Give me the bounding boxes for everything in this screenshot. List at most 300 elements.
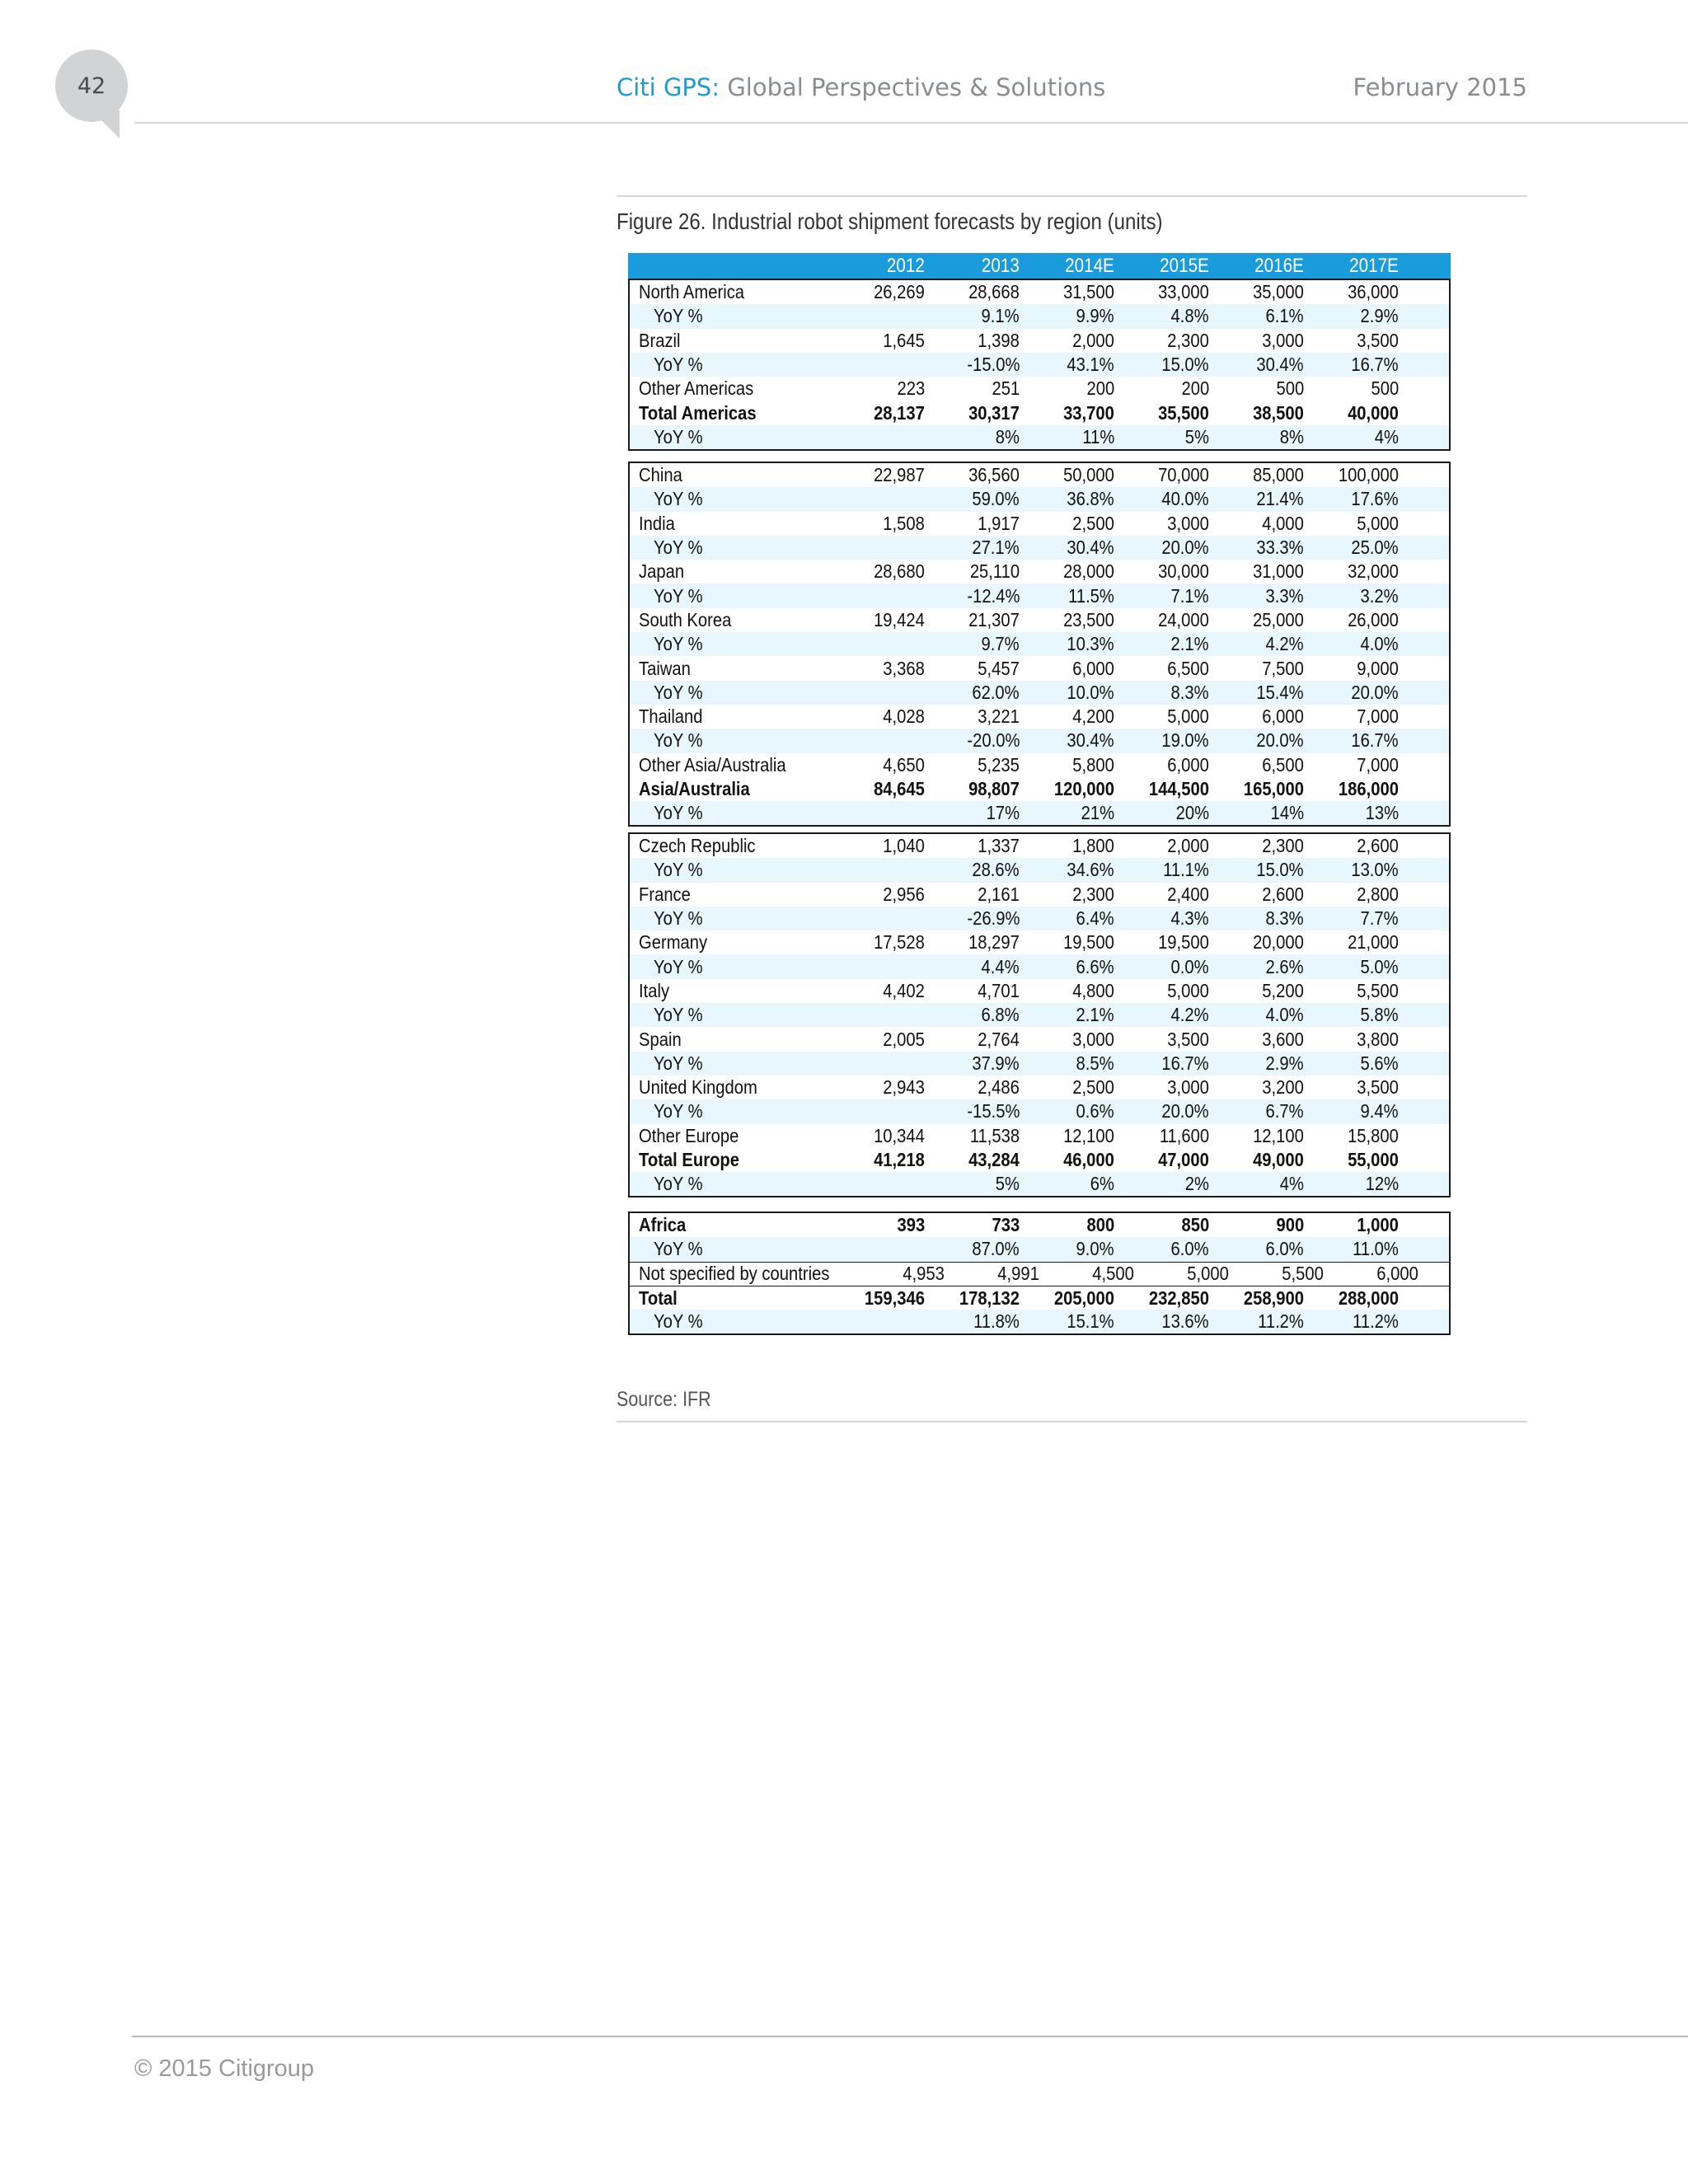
- value-cell: [935, 330, 1030, 352]
- value-text: 46,000: [1063, 1149, 1114, 1170]
- table-row-yoy: [630, 304, 1449, 328]
- value-text: 16.7%: [1351, 729, 1399, 752]
- row-label: [630, 609, 841, 631]
- value-text: 15.0%: [1161, 354, 1209, 376]
- row-label: [630, 377, 841, 400]
- value-text: 30,000: [1158, 560, 1209, 583]
- value-cell: [1220, 1310, 1315, 1333]
- row-label-text: France: [639, 883, 691, 905]
- value-cell: [1315, 956, 1409, 978]
- value-text: 87.0%: [972, 1238, 1020, 1260]
- value-cell: [935, 802, 1030, 824]
- value-cell: [841, 1287, 935, 1310]
- value-text: 6.7%: [1265, 1100, 1304, 1122]
- value-cell: [841, 1100, 935, 1122]
- value-text: 17%: [986, 802, 1020, 824]
- value-cell: [1220, 658, 1315, 680]
- value-text: 4.0%: [1265, 1004, 1304, 1026]
- table-row: [630, 1124, 1449, 1148]
- value-cell: [1125, 402, 1220, 424]
- column-header: 2017E: [1349, 254, 1399, 277]
- value-cell: [1220, 585, 1315, 607]
- value-cell: [1030, 402, 1125, 424]
- row-label-text: YoY %: [654, 802, 703, 824]
- table-row: [630, 883, 1449, 907]
- table-row-yoy: [630, 1052, 1449, 1076]
- value-cell: [841, 705, 935, 728]
- row-label-text: India: [639, 512, 675, 534]
- value-cell: [1315, 330, 1409, 352]
- value-text: 3,368: [883, 657, 925, 679]
- value-text: 4.3%: [1170, 907, 1209, 930]
- row-label-text: Other Asia/Australia: [639, 753, 786, 776]
- value-text: 12%: [1365, 1173, 1399, 1195]
- value-cell: [841, 585, 935, 607]
- value-text: 205,000: [1053, 1286, 1114, 1309]
- value-cell: [1220, 464, 1315, 486]
- table-row: [630, 1148, 1449, 1172]
- value-text: 19.0%: [1161, 729, 1209, 752]
- value-cell: [935, 560, 1030, 583]
- value-cell: [1030, 1052, 1125, 1075]
- value-text: 49,000: [1253, 1149, 1304, 1170]
- value-cell: [1125, 1100, 1220, 1122]
- value-cell: [1125, 682, 1220, 704]
- column-header: 2012: [886, 254, 925, 277]
- value-cell: [935, 633, 1030, 655]
- value-cell: [1125, 488, 1220, 510]
- value-text: 5.8%: [1360, 1004, 1399, 1026]
- value-text: 11.2%: [1258, 1310, 1304, 1333]
- value-cell: [1315, 354, 1409, 376]
- value-cell: [1125, 907, 1220, 930]
- row-label: [630, 1149, 841, 1171]
- value-text: 6,000: [1167, 753, 1209, 776]
- value-cell: [1315, 883, 1409, 906]
- value-cell: [935, 1100, 1030, 1122]
- value-text: 19,424: [874, 608, 925, 630]
- value-cell: [1315, 537, 1409, 559]
- value-text: 33,000: [1158, 281, 1209, 303]
- value-cell: [1125, 513, 1220, 535]
- value-text: 43,284: [968, 1149, 1020, 1170]
- value-cell: [1125, 658, 1220, 680]
- row-label-text: Japan: [639, 560, 685, 583]
- value-cell: [1030, 537, 1125, 559]
- value-cell: [1315, 835, 1409, 857]
- row-label-text: Spain: [639, 1028, 682, 1050]
- value-text: 12,100: [1253, 1124, 1304, 1146]
- row-label-text: YoY %: [654, 305, 703, 327]
- value-text: 10.0%: [1067, 681, 1114, 703]
- row-label: [630, 859, 841, 881]
- value-cell: [1030, 907, 1125, 930]
- value-cell: [1315, 778, 1409, 800]
- value-cell: [1315, 754, 1409, 776]
- column-header: 2015E: [1160, 254, 1209, 277]
- value-text: 2,500: [1072, 512, 1114, 534]
- value-cell: [1240, 1263, 1334, 1285]
- table-row: [630, 280, 1449, 304]
- value-text: 6.1%: [1265, 305, 1304, 327]
- value-cell: [1030, 956, 1125, 978]
- value-text: 22,987: [874, 464, 925, 486]
- value-cell: [1220, 513, 1315, 535]
- value-cell: [935, 354, 1030, 376]
- row-label: [630, 1173, 841, 1195]
- value-cell: [841, 729, 935, 752]
- value-cell: [1315, 705, 1409, 728]
- value-text: 159,346: [864, 1286, 925, 1309]
- value-text: 85,000: [1253, 464, 1304, 486]
- table-row-yoy: [630, 425, 1449, 449]
- value-cell: [1030, 281, 1125, 303]
- header-date: February 2015: [1353, 73, 1527, 101]
- value-text: 55,000: [1348, 1149, 1399, 1170]
- value-cell: [841, 1214, 935, 1236]
- value-cell: [1315, 609, 1409, 631]
- value-cell: [1220, 754, 1315, 776]
- value-text: 28,137: [874, 401, 925, 424]
- value-cell: [1030, 802, 1125, 824]
- value-text: 2,943: [883, 1076, 925, 1099]
- value-text: 17,528: [874, 931, 925, 954]
- table-header: [628, 253, 1451, 279]
- value-cell: [1220, 537, 1315, 559]
- value-text: 16.7%: [1351, 354, 1399, 376]
- value-cell: [1220, 835, 1315, 857]
- value-cell: [1315, 377, 1409, 400]
- value-cell: [935, 1310, 1030, 1333]
- value-text: 7,500: [1262, 657, 1304, 679]
- value-cell: [1220, 802, 1315, 824]
- table-row: [630, 979, 1449, 1003]
- value-cell: [1030, 1125, 1125, 1147]
- value-cell: [1220, 1173, 1315, 1195]
- value-cell: [1220, 883, 1315, 906]
- value-cell: [1030, 1214, 1125, 1236]
- value-cell: [841, 609, 935, 631]
- value-text: 4%: [1374, 425, 1399, 448]
- value-text: 8.5%: [1076, 1052, 1114, 1074]
- value-cell: [1315, 1125, 1409, 1147]
- value-cell: [935, 682, 1030, 704]
- value-cell: [1125, 956, 1220, 978]
- value-text: 4.0%: [1360, 633, 1399, 655]
- value-cell: [935, 835, 1030, 857]
- value-text: 5,500: [1357, 979, 1399, 1001]
- value-cell: [841, 859, 935, 881]
- value-cell: [1125, 883, 1220, 906]
- value-cell: [1220, 705, 1315, 728]
- value-cell: [1125, 281, 1220, 303]
- value-cell: [1030, 1149, 1125, 1171]
- row-label-text: Asia/Australia: [639, 778, 750, 799]
- value-text: 4.2%: [1265, 633, 1304, 655]
- table-row: [630, 1213, 1449, 1237]
- table-row: [630, 834, 1449, 858]
- row-label: [630, 754, 841, 776]
- value-cell: [1220, 859, 1315, 881]
- value-cell: [1315, 1076, 1409, 1099]
- table-row: [630, 930, 1449, 954]
- value-cell: [1220, 330, 1315, 352]
- table-row: [630, 1286, 1449, 1310]
- row-label: [630, 931, 841, 954]
- table-row: [630, 329, 1449, 353]
- value-text: 7.1%: [1170, 584, 1209, 607]
- value-cell: [1125, 802, 1220, 824]
- value-text: 4,800: [1072, 979, 1114, 1001]
- value-text: 232,850: [1148, 1286, 1209, 1309]
- value-cell: [1315, 1287, 1409, 1310]
- value-cell: [841, 1149, 935, 1171]
- value-text: 47,000: [1158, 1149, 1209, 1170]
- value-cell: [1125, 1173, 1220, 1195]
- row-label: [630, 956, 841, 978]
- value-text: 2,486: [978, 1076, 1020, 1099]
- table-row: [630, 1076, 1449, 1099]
- value-cell: [1125, 754, 1220, 776]
- value-cell: [935, 754, 1030, 776]
- value-text: 4,701: [978, 979, 1020, 1001]
- value-cell: [1315, 513, 1409, 535]
- value-cell: [1315, 281, 1409, 303]
- table-row: [630, 512, 1449, 536]
- value-text: 2,005: [883, 1028, 925, 1050]
- value-text: 20,000: [1253, 931, 1304, 954]
- value-text: 25,000: [1253, 608, 1304, 630]
- value-cell: [1315, 1100, 1409, 1122]
- value-text: 4,402: [883, 979, 925, 1001]
- value-text: 59.0%: [972, 488, 1020, 510]
- table-row-yoy: [630, 681, 1449, 705]
- row-label-text: YoY %: [654, 729, 703, 752]
- value-text: 9.4%: [1360, 1100, 1399, 1122]
- table-row: [630, 656, 1449, 680]
- value-text: 3,000: [1167, 512, 1209, 534]
- value-cell: [841, 560, 935, 583]
- row-label-text: YoY %: [654, 584, 703, 607]
- value-cell: [841, 980, 935, 1002]
- value-text: 32,000: [1348, 560, 1399, 583]
- row-label: [630, 682, 841, 704]
- value-text: 30,317: [968, 401, 1020, 424]
- block-africa-total: [628, 1212, 1451, 1335]
- value-text: 21,307: [968, 608, 1020, 630]
- value-text: -15.5%: [966, 1100, 1020, 1122]
- row-label: [630, 464, 841, 486]
- value-cell: [841, 883, 935, 906]
- value-cell: [935, 1287, 1030, 1310]
- value-text: 26,269: [874, 281, 925, 303]
- row-label: [630, 585, 841, 607]
- value-text: 4,953: [903, 1263, 945, 1285]
- value-cell: [1030, 354, 1125, 376]
- value-cell: [1220, 1004, 1315, 1026]
- row-label-text: YoY %: [654, 425, 703, 448]
- value-text: 30.4%: [1256, 354, 1304, 376]
- value-cell: [1315, 464, 1409, 486]
- footer-divider: [132, 2036, 1688, 2037]
- value-text: 6,500: [1262, 753, 1304, 776]
- value-cell: [1220, 1100, 1315, 1122]
- value-cell: [1125, 464, 1220, 486]
- figure-title: Figure 26. Industrial robot shipment forecasts by region (units): [617, 209, 1163, 234]
- row-label-text: Total Europe: [639, 1149, 740, 1170]
- value-cell: [1030, 609, 1125, 631]
- value-cell: [841, 1004, 935, 1026]
- value-cell: [1220, 354, 1315, 376]
- table-row-yoy: [630, 1237, 1449, 1261]
- value-cell: [1030, 658, 1125, 680]
- value-text: 8.3%: [1170, 681, 1209, 703]
- row-label-text: Germany: [639, 931, 708, 954]
- value-cell: [1030, 464, 1125, 486]
- value-cell: [1315, 633, 1409, 655]
- value-cell: [841, 1029, 935, 1051]
- value-text: -12.4%: [966, 584, 1020, 607]
- value-text: 6.0%: [1170, 1238, 1209, 1260]
- row-label: [630, 778, 841, 800]
- value-text: 5.6%: [1360, 1052, 1399, 1074]
- table-row-yoy: [630, 729, 1449, 752]
- value-cell: [935, 980, 1030, 1002]
- value-text: 15.4%: [1256, 681, 1304, 703]
- row-label-text: Taiwan: [639, 657, 691, 679]
- value-cell: [1030, 330, 1125, 352]
- value-text: 40,000: [1348, 401, 1399, 424]
- value-text: 30.4%: [1067, 729, 1114, 752]
- value-text: 500: [1371, 377, 1399, 400]
- value-cell: [1030, 883, 1125, 906]
- row-label-text: YoY %: [654, 681, 703, 703]
- value-text: 3,500: [1357, 1076, 1399, 1099]
- value-cell: [841, 377, 935, 400]
- value-cell: [841, 907, 935, 930]
- row-label: [630, 560, 841, 583]
- row-label: [630, 907, 841, 930]
- value-cell: [1315, 1149, 1409, 1171]
- value-text: 1,917: [978, 512, 1020, 534]
- value-text: 28,000: [1063, 560, 1114, 583]
- value-cell: [1315, 907, 1409, 930]
- value-text: 4.4%: [981, 955, 1020, 977]
- header-brand: [617, 73, 1105, 101]
- value-text: 11.1%: [1163, 859, 1209, 881]
- value-text: 36,560: [968, 464, 1020, 486]
- value-text: 6,000: [1376, 1263, 1419, 1285]
- value-text: 12,100: [1063, 1124, 1114, 1146]
- value-text: 11,538: [969, 1124, 1020, 1146]
- value-text: 5,200: [1262, 979, 1304, 1001]
- value-cell: [1315, 585, 1409, 607]
- value-cell: [1315, 682, 1409, 704]
- value-text: 5,000: [1167, 705, 1209, 728]
- value-text: 4,991: [997, 1263, 1040, 1285]
- value-cell: [1030, 835, 1125, 857]
- value-cell: [1125, 1029, 1220, 1051]
- value-text: 4,500: [1092, 1263, 1135, 1285]
- value-text: 37.9%: [972, 1052, 1020, 1074]
- row-label-text: YoY %: [654, 1238, 703, 1260]
- value-cell: [1030, 513, 1125, 535]
- value-cell: [1030, 980, 1125, 1002]
- value-cell: [955, 1263, 1050, 1285]
- value-cell: [935, 513, 1030, 535]
- value-cell: [1315, 802, 1409, 824]
- value-text: 165,000: [1243, 778, 1304, 799]
- value-text: 2.6%: [1265, 955, 1304, 977]
- block-americas: [628, 279, 1451, 451]
- value-cell: [841, 402, 935, 424]
- row-label: [630, 1125, 841, 1147]
- value-text: 35,000: [1253, 281, 1304, 303]
- row-label: [630, 1100, 841, 1122]
- value-text: 900: [1276, 1214, 1304, 1236]
- value-text: 16.7%: [1161, 1052, 1209, 1074]
- value-cell: [1125, 1076, 1220, 1099]
- value-text: 0.0%: [1170, 955, 1209, 977]
- row-label: [630, 1076, 841, 1099]
- value-text: 733: [992, 1214, 1020, 1236]
- row-label: [630, 802, 841, 824]
- value-text: 251: [992, 377, 1020, 400]
- value-text: 5,235: [978, 753, 1020, 776]
- value-text: 1,337: [978, 835, 1020, 857]
- table-row-yoy: [630, 1310, 1449, 1333]
- table-row: [630, 560, 1449, 583]
- value-cell: [935, 488, 1030, 510]
- table-row-yoy: [630, 1099, 1449, 1123]
- value-text: 144,500: [1148, 778, 1209, 799]
- row-label: [630, 1287, 841, 1310]
- value-text: 15.0%: [1256, 859, 1304, 881]
- value-text: 2,300: [1262, 835, 1304, 857]
- value-text: 4,000: [1262, 512, 1304, 534]
- value-cell: [1220, 1052, 1315, 1075]
- row-label-text: Other Americas: [639, 377, 754, 400]
- table-row: [630, 777, 1449, 801]
- value-cell: [1030, 729, 1125, 752]
- value-text: 24,000: [1158, 608, 1209, 630]
- value-cell: [935, 1076, 1030, 1099]
- value-cell: [1315, 980, 1409, 1002]
- value-text: 3.2%: [1360, 584, 1399, 607]
- value-cell: [1315, 1238, 1409, 1260]
- value-cell: [841, 1076, 935, 1099]
- value-text: 850: [1181, 1214, 1209, 1236]
- value-cell: [841, 633, 935, 655]
- row-label: [630, 1263, 860, 1285]
- value-cell: [1220, 426, 1315, 448]
- value-text: 223: [897, 377, 925, 400]
- value-cell: [1125, 859, 1220, 881]
- value-text: 5%: [1184, 425, 1209, 448]
- row-label-text: YoY %: [654, 1173, 703, 1195]
- value-cell: [1220, 609, 1315, 631]
- value-text: 6,000: [1262, 705, 1304, 728]
- value-text: 11%: [1082, 425, 1114, 448]
- value-cell: [841, 426, 935, 448]
- value-cell: [841, 658, 935, 680]
- table-row-yoy: [630, 907, 1449, 930]
- table-row-yoy: [630, 353, 1449, 377]
- value-text: 20.0%: [1351, 681, 1399, 703]
- value-cell: [1030, 682, 1125, 704]
- value-text: 6.8%: [981, 1004, 1020, 1026]
- value-text: 70,000: [1158, 464, 1209, 486]
